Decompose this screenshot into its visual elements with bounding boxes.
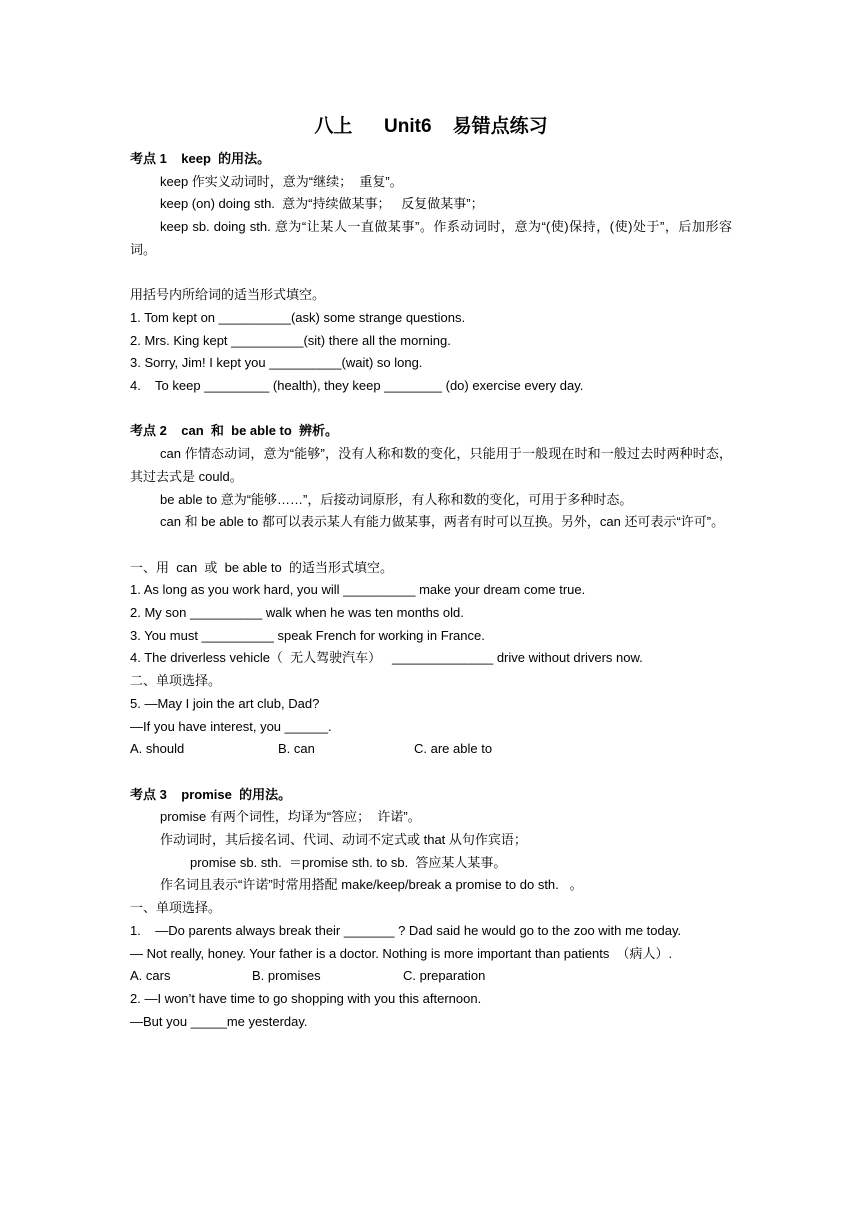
- section2-part1-heading: 一、用 can 或 be able to 的适当形式填空。: [130, 559, 393, 575]
- section2-part2-heading: 二、单项选择。: [130, 673, 222, 689]
- option-c: C. preparation: [403, 968, 486, 984]
- section2-options: [130, 738, 732, 761]
- section3-question-2-reply: —But you _____me yesterday.: [130, 1013, 308, 1029]
- section3-question-1: 1. —Do parents always break their _______ ? Dad said he would go to the zoo with me today.: [130, 922, 682, 938]
- section2-question-4: 4. The driverless vehicle（ 无人驾驶汽车） ______________ drive without drivers now.: [130, 650, 643, 666]
- option-b: B. promises: [252, 968, 321, 984]
- section3-note-2: 作动词时，其后接名词、代词、动词不定式或 that 从句作宾语；: [160, 832, 527, 848]
- spacer: [130, 398, 732, 421]
- option-b: B. can: [278, 741, 315, 757]
- section2-question-5: 5. —May I join the art club, Dad?: [130, 695, 320, 711]
- section2-question-1: 1. As long as you work hard, you will __________ make your dream come true.: [130, 582, 586, 598]
- section2-question-5-reply: —If you have interest, you ______.: [130, 718, 332, 734]
- spacer: [130, 761, 732, 784]
- section1-question-2: 2. Mrs. King kept __________(sit) there all the morning.: [130, 332, 451, 348]
- option-a: A. cars: [130, 968, 171, 984]
- section2-note-2: be able to 意为“能够……”，后接动词原形，有人称和数的变化，可用于多种时态。: [160, 491, 633, 507]
- section2-note-3: can 和 be able to 都可以表示某人有能力做某事，两者有时可以互换。另外，can 还可表示“许可”。: [160, 514, 725, 530]
- section1-instruction: 用括号内所给词的适当形式填空。: [130, 287, 326, 303]
- option-c: C. are able to: [414, 741, 493, 757]
- section3-options: [130, 965, 732, 988]
- section3-heading: 考点 3 promise 的用法。: [130, 786, 292, 802]
- page-title: 八上 Unit6 易错点练习: [314, 116, 548, 137]
- section1-note-3: keep sb. doing sth. 意为“让某人一直做某事”。作系动词时，意为“(使)保持，(使)处于”，后加形容词。: [130, 219, 732, 257]
- section1-note-2: keep (on) doing sth. 意为“持续做某事； 反复做某事”；: [160, 196, 484, 212]
- section2-note-1: can 作情态动词，意为“能够”，没有人称和数的变化，只能用于一般现在时和一般过去时两种时态，其过去式是 could。: [130, 446, 732, 484]
- section3-question-2: 2. —I won’t have time to go shopping with you this afternoon.: [130, 990, 482, 1006]
- section1-question-4: 4. To keep _________ (health), they keep ________ (do) exercise every day.: [130, 378, 584, 394]
- section2-heading: 考点 2 can 和 be able to 辨析。: [130, 423, 339, 439]
- section1-note-1: keep 作实义动词时，意为“继续； 重复”。: [160, 173, 403, 189]
- section3-note-1: promise 有两个词性，均译为“答应； 许诺”。: [160, 809, 421, 825]
- section3-note-3: promise sb. sth. ＝promise sth. to sb. 答应某人某事。: [190, 854, 507, 870]
- spacer: [130, 262, 732, 285]
- option-a: A. should: [130, 741, 185, 757]
- section2-question-2: 2. My son __________ walk when he was ten months old.: [130, 605, 464, 621]
- section1-question-1: 1. Tom kept on __________(ask) some strange questions.: [130, 309, 466, 325]
- section1-heading: 考点 1 keep 的用法。: [130, 151, 271, 166]
- worksheet-page: [130, 112, 732, 1033]
- spacer: [130, 534, 732, 557]
- section2-question-3: 3. You must __________ speak French for working in France.: [130, 627, 485, 643]
- section1-question-3: 3. Sorry, Jim! I kept you __________(wait) so long.: [130, 355, 423, 371]
- section3-note-4: 作名词且表示“许诺”时常用搭配 make/keep/break a promise to do sth. 。: [160, 877, 583, 893]
- section3-part1-heading: 一、单项选择。: [130, 900, 222, 916]
- section3-question-1-reply: — Not really, honey. Your father is a doctor. Nothing is more important than patients （病人）.: [130, 945, 673, 961]
